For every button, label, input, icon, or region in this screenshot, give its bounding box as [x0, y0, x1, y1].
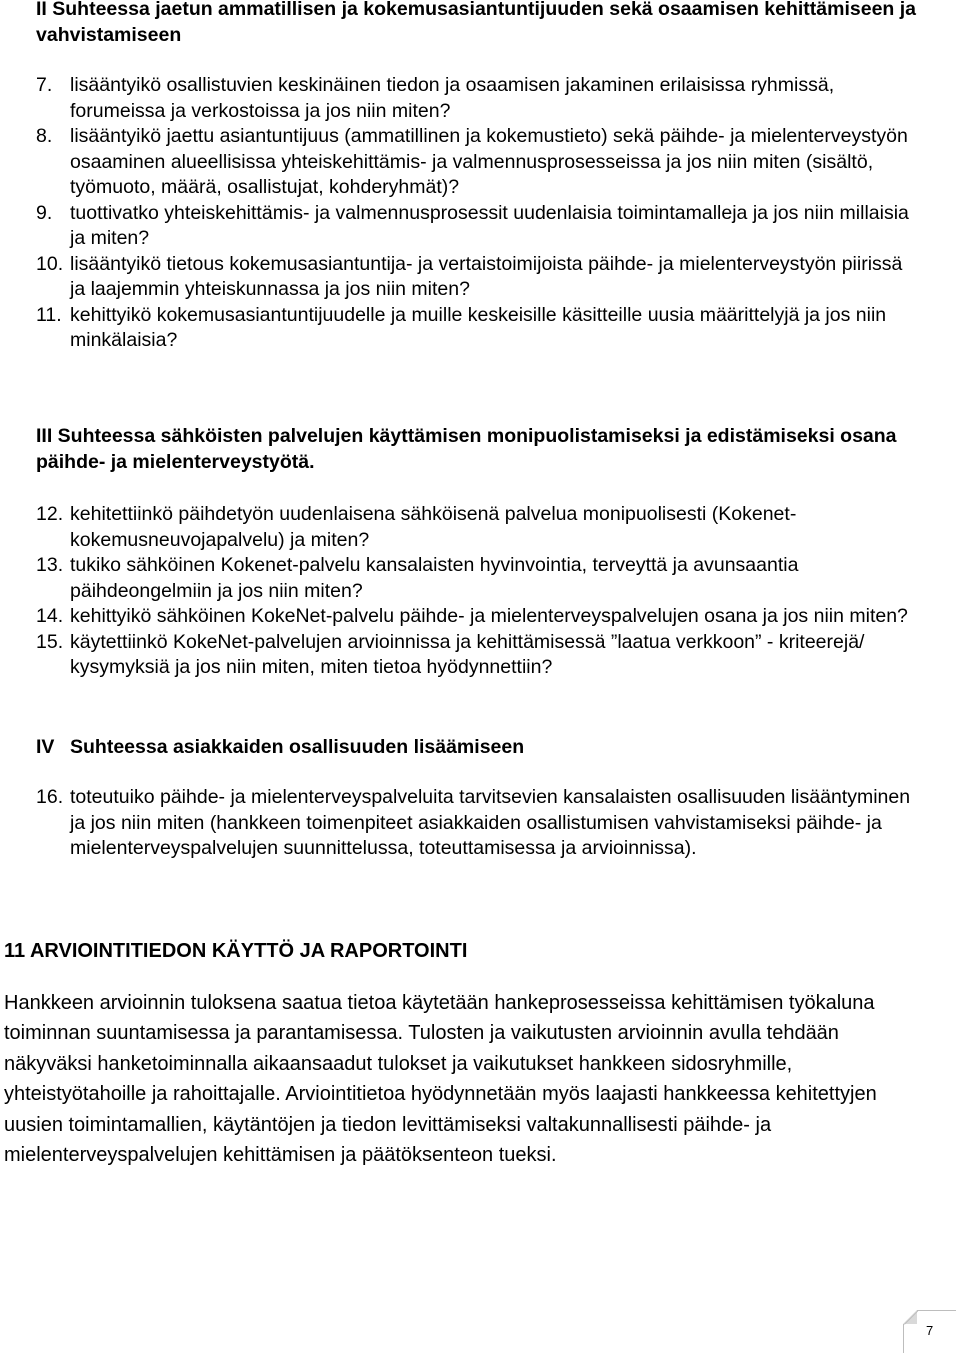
question-item: [36, 553, 916, 604]
question-number: 10.: [36, 252, 64, 275]
page-number: 7: [926, 1323, 934, 1338]
question-text: lisääntyikö tietous kokemusasiantuntija- ja vertaistoimijoista päihde- ja mielenterveystyön piirissä ja laajemmin yhteiskunnassa ja jos niin miten?: [70, 252, 903, 300]
question-text: kehittyikö sähköinen KokeNet-palvelu päihde- ja mielenterveyspalvelujen osana ja jos niin miten?: [70, 605, 908, 627]
question-number: 12.: [36, 503, 64, 525]
question-item: [36, 124, 916, 201]
question-text: lisääntyikö osallistuvien keskinäinen tiedon ja osaamisen jakaminen erilaisissa ryhmissä, forumeissa ja verkostoissa ja jos niin miten?: [70, 74, 835, 122]
section-iv-heading: [36, 734, 916, 760]
question-text: kehittyikö kokemusasiantuntijuudelle ja muille keskeisille käsitteille uusia määrittelyjä ja jos niin minkälaisia?: [70, 303, 887, 351]
question-item: [36, 303, 916, 354]
page-number-box: [903, 1310, 956, 1353]
section-iii-question-list: [36, 502, 916, 681]
question-number: 16.: [36, 786, 64, 808]
question-text: lisääntyikö jaettu asiantuntijuus (ammatillinen ja kokemustieto) sekä päihde- ja mielenterveystyön osaaminen alueellisissa yhteiskehittämis- ja valmennusprosesseissa ja jos niin miten (sisältö, työmuoto, määrä, osallistujat, kohderyhmät)?: [70, 125, 908, 198]
section-iv-number: IV: [36, 736, 55, 758]
question-text: tuottivatko yhteiskehittämis- ja valmennusprosessit uudenlaisia toimintamalleja ja jos niin millaisia ja miten?: [70, 201, 909, 249]
section-iv-title: Suhteessa asiakkaiden osallisuuden lisäämiseen: [70, 736, 525, 758]
question-number: 11.: [36, 303, 62, 326]
question-item: [36, 201, 916, 252]
section-ii-question-list: [36, 73, 916, 354]
section-iv-question-list: [36, 785, 916, 862]
question-text: tukiko sähköinen Kokenet-palvelu kansalaisten hyvinvointia, terveyttä ja avunsaantia päihdeongelmiin ja jos niin miten?: [70, 554, 799, 602]
question-item: [36, 785, 916, 862]
question-item: [36, 604, 916, 630]
question-item: [36, 73, 916, 124]
question-number: 14.: [36, 605, 64, 627]
section-ii-heading: II Suhteessa jaetun ammatillisen ja kokemusasiantuntijuuden sekä osaamisen kehittämiseen ja vahvistamiseen: [36, 0, 917, 46]
section-11-heading: 11 ARVIOINTITIEDON KÄYTTÖ JA RAPORTOINTI: [4, 940, 468, 962]
question-number: 15.: [36, 630, 64, 653]
section-11-body: Hankkeen arvioinnin tuloksena saatua tietoa käytetään hankeprosesseissa kehittämisen työkaluna toiminnan suuntamisessa ja parantamisessa. Tulosten ja vaikutusten arvioinnin avulla tehdään näkyväksi hanketoiminnalla aikaansaadut tulokset ja vaikutukset hankkeen sidosryhmille, yhteistyötahoille ja rahoittajalle. Arviointitietoa hyödynnetään myös laajasti hankkeessa kehitettyjen uusien toimintamallien, käytäntöjen ja tiedon levittämiseksi valtakunnallisesti päihde- ja mielenterveyspalvelujen kehittämisen ja päätöksenteon tueksi.: [4, 992, 877, 1167]
question-text: käytettiinkö KokeNet-palvelujen arvioinnissa ja kehittämisessä ”laatua verkkoon” - kriteerejä/ kysymyksiä ja jos niin miten, miten tietoa hyödynnettiin?: [70, 630, 865, 678]
question-number: 8.: [36, 125, 53, 147]
question-text: toteutuiko päihde- ja mielenterveyspalveluita tarvitsevien kansalaisten osallisuuden lisääntyminen ja jos niin miten (hankkeen toimenpiteet asiakkaiden osallistumisen vahvistamiseksi päihde- ja mielenterveyspalvelujen suunnittelussa, toteuttamisessa ja arvioinnissa).: [70, 786, 911, 859]
section-iii-heading: III Suhteessa sähköisten palvelujen käyttämisen monipuolistamiseksi ja edistämiseksi osana päihde- ja mielenterveystyötä.: [36, 425, 897, 473]
question-item: [36, 502, 916, 553]
question-number: 9.: [36, 201, 53, 224]
question-item: [36, 252, 916, 303]
question-text: kehitettiinkö päihdetyön uudenlaisena sähköisenä palvelua monipuolisesti (Kokenet-kokemusneuvojapalvelu) ja miten?: [70, 503, 797, 551]
question-number: 7.: [36, 74, 53, 96]
question-number: 13.: [36, 554, 64, 576]
question-item: [36, 630, 916, 681]
